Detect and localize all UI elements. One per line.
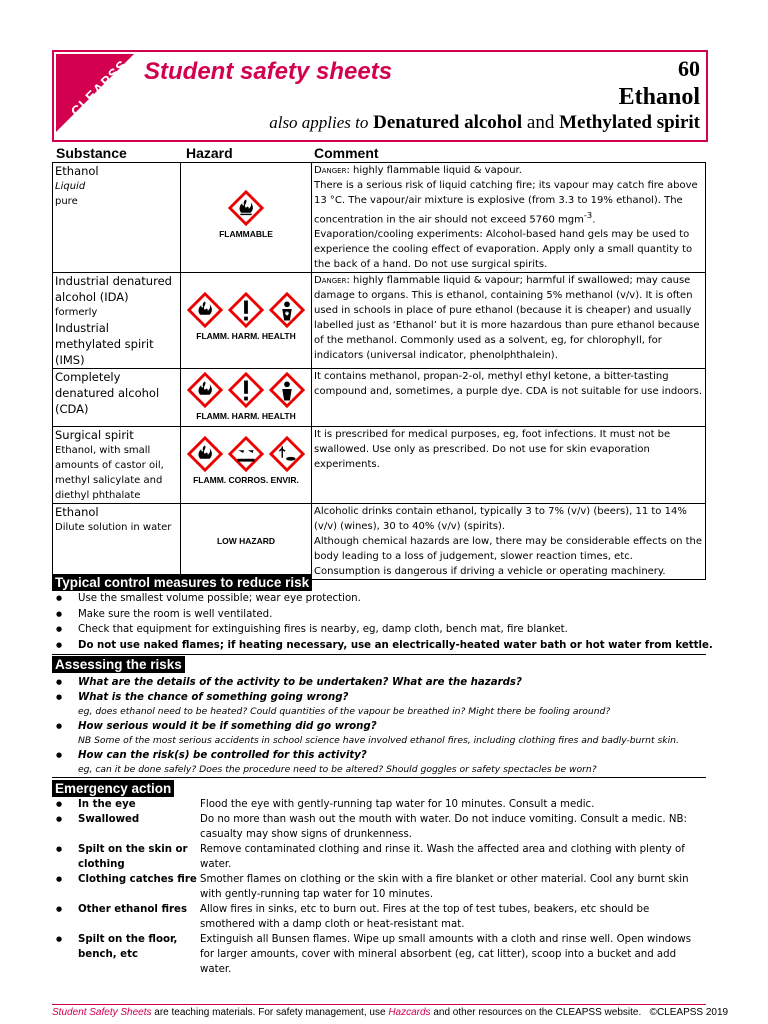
substance-name: Completely denatured alcohol (CDA) [55,370,160,417]
flame-pictogram-icon [186,291,224,329]
health-hazard-pictogram-icon [268,371,306,409]
hazcards-link[interactable]: Hazcards [388,1007,431,1018]
control-measures-title: Typical control measures to reduce risk [52,574,312,591]
hazard-caption: FLAMMABLE [219,229,273,239]
emergency-table [52,797,706,977]
divider [52,777,706,778]
comment-text: It is prescribed for medical purposes, eg, foot infections. It must not be swallowed. Use only as prescribed. Do not use for skin evaporation experiments. [314,429,671,471]
exclamation-pictogram-icon [227,291,265,329]
comment-text: Alcoholic drinks contain ethanol, typically 3 to 7% (v/v) (beers), 11 to 14% (v/v) (wines), 30 to 40% (v/v) (spirits). [314,506,687,533]
flame-pictogram-icon [227,189,265,227]
safety-sheet [52,50,729,1018]
list-item: ● Make sure the room is well ventilated. [52,607,706,623]
hazard-caption: FLAMM. CORROS. ENVIR. [193,475,299,486]
hazard-caption: LOW HAZARD [216,536,276,547]
divider [52,654,706,655]
table-row: ● Spilt on the skin or clothing Remove contaminated clothing and rinse it. Wash the affected area and clothing with plenty of water. [52,842,706,872]
hazard-caption: FLAMM. HARM. HEALTH [196,411,296,422]
also-applies-to: also applies to Denatured alcohol and Methylated spirit [269,112,700,133]
sheet-number: 60 [678,56,700,81]
sheet-name: Ethanol [618,84,700,110]
column-comment: Comment [314,145,379,161]
control-measures-list [52,591,713,653]
health-hazard-pictogram-icon [268,291,306,329]
list-item: ● How serious would it be if something did go wrong? NB Some of the most serious accidents in school science have involved ethanol fires, including clothing fires and badly-burnt skin. [52,719,706,748]
list-item: ● What is the chance of something going wrong? eg, does ethanol need to be heated? Could quantities of the vapour be breathed in? Might there be fooling around? [52,690,706,719]
sheet-series-title: Student safety sheets [144,58,393,85]
cleapss-logo-text: CLEAPSS [67,56,131,120]
flame-pictogram-icon [186,371,224,409]
table-row: Ethanol Liquid pure FLAMMABLE Danger: highly flammable liquid & vapour. There is a serious risk of liquid catching fire; its vapour may catch fire above 13 °C. The vapour/air mixture is explosive (from 3.3 to 19% ethanol). The concentration in the air should not exceed 5760 mgm$^{-3}$. Evaporation/cooling experiments: Alcohol-based hand gels may be used to experience the cooling effect of evaporation. Apply only a small quantity to the back of a hand. Do not use surgical spirits. [53,163,706,273]
column-hazard: Hazard [186,145,233,161]
comment-text: It contains methanol, propan-2-ol, methyl ethyl ketone, a bitter-tasting compound and, sometimes, a purple dye. CDA is not suitable for use indoors. [314,371,703,398]
copyright: ©CLEAPSS 2019 [649,1007,729,1018]
list-item: ● Use the smallest volume possible; wear eye protection. [52,591,706,607]
table-row: Ethanol Dilute solution in water LOW HAZARD Alcoholic drinks contain ethanol, typically 3 to 7% (v/v) (beers), 11 to 14% (v/v) (wines), 30 to 40% (v/v) (spirits). Although chemical hazards are low, there may be considerable effects on the body leading to a loss of judgement, slower reaction times, etc. Consumption is dangerous if driving a vehicle or operating machinery. [53,504,706,580]
comment-text: Danger: highly flammable liquid & vapour; harmful if swallowed; may cause damage to organs. This is ethanol, containing 5% methanol (v/v). It is often used in schools in place of pure ethanol (because it is cheaper) and usually labelled just as ‘Ethanol’ but it is more hazardous than pure ethanol because of the methanol. Commonly used as a solvent, eg, for chlorophyll, for indicators (universal indicator, phenolphthalein). [314,275,700,362]
table-row: ● Clothing catches fire Smother flames on clothing or the skin with a fire blanket or other material. Cool any burnt skin with gently-running tap water for 10 minutes. [52,872,706,902]
substance-name: Ethanol [55,505,99,520]
table-row: ● Spilt on the floor, bench, etc Extinguish all Bunsen flames. Wipe up small amounts with a cloth and rinse well. Open windows for larger amounts, cover with mineral absorbent (eg, cat litter), scoop into a bucket and add water. [52,932,706,977]
column-substance: Substance [56,145,127,161]
substance-table [52,162,706,580]
table-row: ● In the eye Flood the eye with gently-running tap water for 10 minutes. Consult a medic. [52,797,706,812]
substance-name: Ethanol [55,164,99,178]
list-item: ● How can the risk(s) be controlled for this activity? eg, can it be done safely? Does the procedure need to be altered? Should goggles or safety spectacles be worn? [52,748,706,777]
table-row: Industrial denatured alcohol (IDA) formerly Industrial methylated spirit (IMS) FLAMM. HARM. HEALTH Danger: highly flammable liquid & vapour; harmful if swallowed; may cause damage to organs. This is ethanol, containing 5% methanol (v/v). It is often used in schools in place of pure ethanol (because it is cheaper) and usually labelled just as ‘Ethanol’ but it is more hazardous than pure ethanol because of the methanol. Commonly used as a solvent, eg, for chlorophyll, for indicators (universal indicator, phenolphthalein). [53,273,706,369]
environment-pictogram-icon [268,435,306,473]
flame-pictogram-icon [186,435,224,473]
list-item: ● Check that equipment for extinguishing fires is nearby, eg, damp cloth, bench mat, fire blanket. [52,622,706,638]
list-item: ● Do not use naked flames; if heating necessary, use an electrically-heated water bath or hot water from kettle. [52,638,706,654]
table-row: ● Swallowed Do no more than wash out the mouth with water. Do not induce vomiting. Consult a medic. NB: casualty may show signs of drunkenness. [52,812,706,842]
substance-name: Industrial denatured alcohol (IDA) [55,274,172,305]
assessing-risks-title: Assessing the risks [52,656,185,673]
list-item: ● What are the details of the activity to be undertaken? What are the hazards? [52,675,706,690]
comment-text: Danger: highly flammable liquid & vapour. [314,165,522,176]
header [52,50,708,142]
substance-name: Surgical spirit [55,428,134,443]
table-row: Surgical spirit Ethanol, with small amounts of castor oil, methyl salicylate and diethyl phthalate FLAMM. CORROS. ENVIR. It is prescribed for medical purposes, eg, foot infections. It must not be swallowed. Use only as prescribed. Do not use for skin evaporation experiments. [53,427,706,504]
emergency-action-title: Emergency action [52,780,174,797]
table-row [53,369,706,427]
exclamation-pictogram-icon [227,371,265,409]
table-row: ● Other ethanol fires Allow fires in sinks, etc to burn out. Fires at the top of test tubes, beakers, etc should be smothered with a damp cloth or heat-resistant mat. [52,902,706,932]
footer: Student Safety Sheets are teaching materials. For safety management, use Hazcards and other resources on the CLEAPSS website. ©CLEAPSS 2019 [52,1004,706,1018]
corrosive-pictogram-icon [227,435,265,473]
assessing-risks-list [52,675,706,777]
hazard-caption: FLAMM. HARM. HEALTH [196,331,296,342]
